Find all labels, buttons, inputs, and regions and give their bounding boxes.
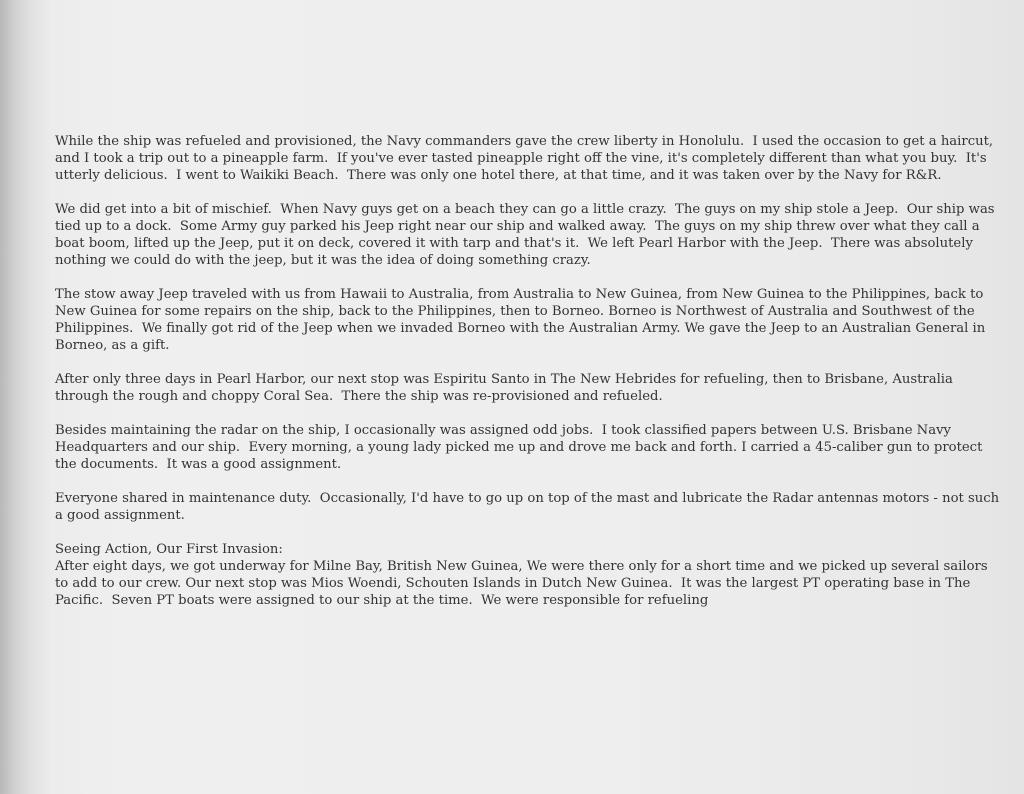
paragraph-odd-jobs: Besides maintaining the radar on the ship, I occasionally was assigned odd jobs. I took classified papers between U.S. Brisbane Navy Headquarters and our ship. Every morning, a young lady picked me up and drove me back and forth. I carried a 45-caliber gun to protect the documents. It was a good assignment. [55,423,987,472]
paragraph-honolulu-liberty: While the ship was refueled and provisioned, the Navy commanders gave the crew liberty in Honolulu. I used the occasion to get a haircut, and I took a trip out to a pineapple farm. If you've ever tasted pineapple right off the vine, it's completely different than what you buy. It's utterly delicious. I went to Waikiki Beach. There was only one hotel there, at that time, and it was taken over by the Navy for R&R. [55,134,998,183]
paragraph-jeep-mischief: We did get into a bit of mischief. When Navy guys get on a beach they can go a little crazy. The guys on my ship stole a Jeep. Our ship was tied up to a dock. Some Army guy parked his Jeep right near our ship and walked away. The guys on my ship threw over what they call a boat boom, lifted up the Jeep, put it on deck, covered it with tarp and that's it. We left Pearl Harbor with the Jeep. There was absolutely nothing we could do with the jeep, but it was the idea of doing something crazy. [55,202,999,268]
paragraph-stowaway-jeep: The stow away Jeep traveled with us from Hawaii to Australia, from Australia to New Guinea, from New Guinea to the Philippines, back to New Guinea for some repairs on the ship, back to the Philippines, then to Borneo. Borneo is Northwest of Australia and Southwest of the Philippines. We finally got rid of the Jeep when we invaded Borneo with the Australian Army. We gave the Jeep to an Australian General in Borneo, as a gift. [55,287,990,353]
paragraph-maintenance-duty: Everyone shared in maintenance duty. Occasionally, I'd have to go up on top of the mast and lubricate the Radar antennas motors - not such a good assignment. [55,491,1004,523]
paragraph-espiritu-santo: After only three days in Pearl Harbor, our next stop was Espiritu Santo in The New Hebrides for refueling, then to Brisbane, Australia through the rough and choppy Coral Sea. There the ship was re-provisioned and refueled. [55,372,958,404]
section-heading: Seeing Action, Our First Invasion: [55,542,283,557]
paragraph-first-invasion: After eight days, we got underway for Milne Bay, British New Guinea, We were there only for a short time and we picked up several sailors to add to our crew. Our next stop was Mios Woendi, Schouten Islands in Dutch New Guinea. It was the largest PT operating base in The Pacific. Seven PT boats were assigned to our ship at the time. We were responsible for refueling [55,559,996,608]
document-page [55,133,1004,609]
